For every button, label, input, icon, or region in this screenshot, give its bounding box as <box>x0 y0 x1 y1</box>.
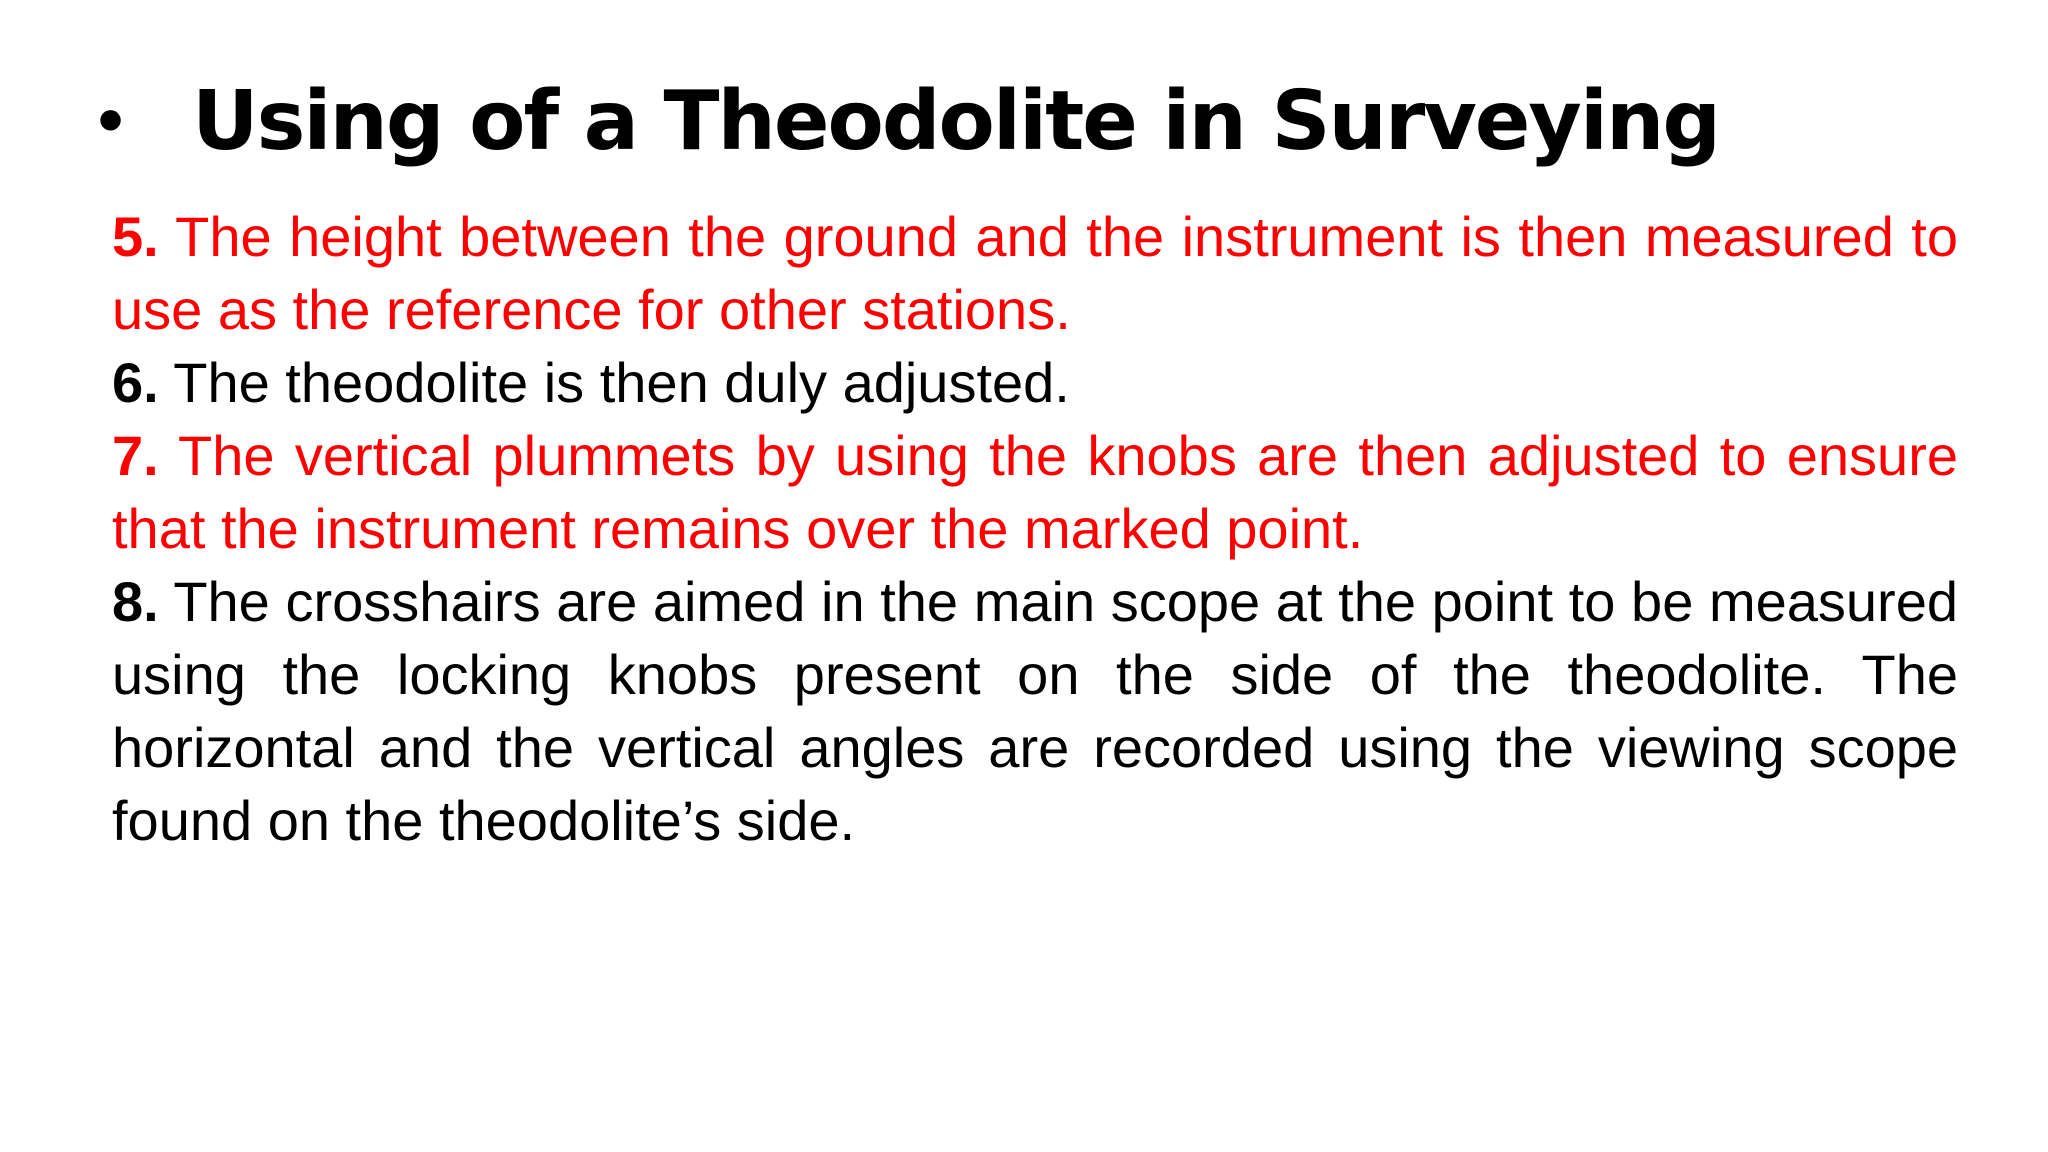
step-item-8 <box>112 565 1958 857</box>
step-text: The vertical plummets by using the knobs are then adjusted to ensure that the instrument remains over the marked point. <box>112 424 1958 560</box>
step-item-7 <box>112 419 1958 565</box>
bullet-icon: • <box>92 88 130 156</box>
step-number: 6. <box>112 351 159 414</box>
step-text: The crosshairs are aimed in the main scope at the point to be measured using the locking knobs present on the side of the theodolite. The horizontal and the vertical angles are recorded using the viewing scope found on the theodolite’s side. <box>112 570 1958 852</box>
title-row <box>92 62 1719 182</box>
step-item-6 <box>112 346 1958 419</box>
step-text: The height between the ground and the instrument is then measured to use as the reference for other stations. <box>112 205 1958 341</box>
slide-title: Using of a Theodolite in Surveying <box>192 74 1720 169</box>
step-item-5 <box>112 200 1958 346</box>
step-text: The theodolite is then duly adjusted. <box>158 351 1070 414</box>
step-number: 7. <box>112 424 159 487</box>
step-list <box>112 200 1958 857</box>
step-number: 5. <box>112 205 159 268</box>
step-number: 8. <box>112 570 159 633</box>
